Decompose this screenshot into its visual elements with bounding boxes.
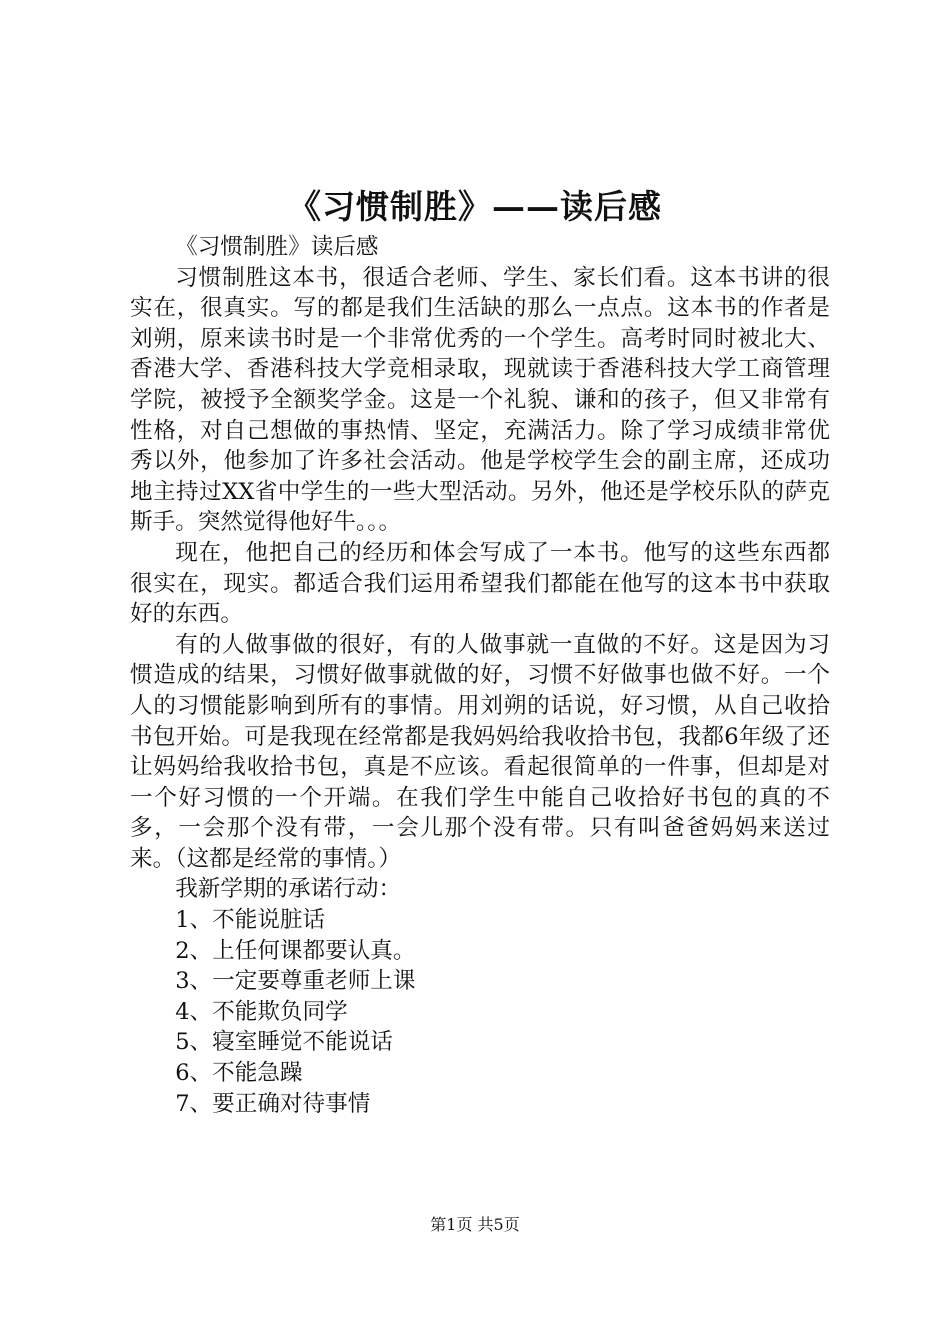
- subtitle: 《习惯制胜》读后感: [175, 234, 379, 260]
- paragraph-2: 现在，他把自己的经历和体会写成了一本书。他写的这些东西都很实在，现实。都适合我们运用希望我们都能在他写的这本书中获取好的东西。: [130, 539, 830, 628]
- promise-item: 5、寝室睡觉不能说话: [175, 1029, 393, 1056]
- document-body: [130, 232, 830, 1119]
- promise-item: 6、不能急躁: [175, 1060, 303, 1087]
- promise-item: 4、不能欺负同学: [175, 998, 348, 1025]
- document-title: 《习惯制胜》——读后感: [288, 187, 662, 226]
- paragraph-1: 习惯制胜这本书，很适合老师、学生、家长们看。这本书讲的很实在，很真实。写的都是我们生活缺的那么一点点。这本书的作者是刘朔，原来读书时是一个非常优秀的一个学生。高考时同时被北大、香港大学、香港科技大学竞相录取，现就读于香港科技大学工商管理学院，被授予全额奖学金。这是一个礼貌、谦和的孩子，但又非常有性格，对自己想做的事热情、坚定，充满活力。除了学习成绩非常优秀以外，他参加了许多社会活动。他是学校学生会的副主席，还成功地主持过XX省中学生的一些大型活动。另外，他还是学校乐队的萨克斯手。突然觉得他好牛。。。: [130, 264, 830, 536]
- paragraph-3: 有的人做事做的很好，有的人做事就一直做的不好。这是因为习惯造成的结果，习惯好做事就做的好，习惯不好做事也做不好。一个人的习惯能影响到所有的事情。用刘朔的话说，好习惯，从自己收拾书包开始。可是我现在经常都是我妈妈给我收拾书包，我都6年级了还让妈妈给我收拾书包，真是不应该。看起很简单的一件事，但却是对一个好习惯的一个开端。在我们学生中能自己收拾好书包的真的不多，一会那个没有带，一会儿那个没有带。只有叫爸爸妈妈来送过来。（这都是经常的事情。）: [130, 631, 830, 872]
- promise-item: 7、要正确对待事情: [175, 1090, 371, 1117]
- page-footer: 第1页 共5页: [430, 1215, 520, 1234]
- promise-heading: 我新学期的承诺行动：: [175, 876, 402, 903]
- promise-item: 1、不能说脏话: [175, 907, 326, 934]
- promise-item: 3、一定要尊重老师上课: [175, 968, 416, 995]
- promise-list: [130, 905, 830, 1119]
- promise-item: 2、上任何课都要认真。: [175, 937, 416, 964]
